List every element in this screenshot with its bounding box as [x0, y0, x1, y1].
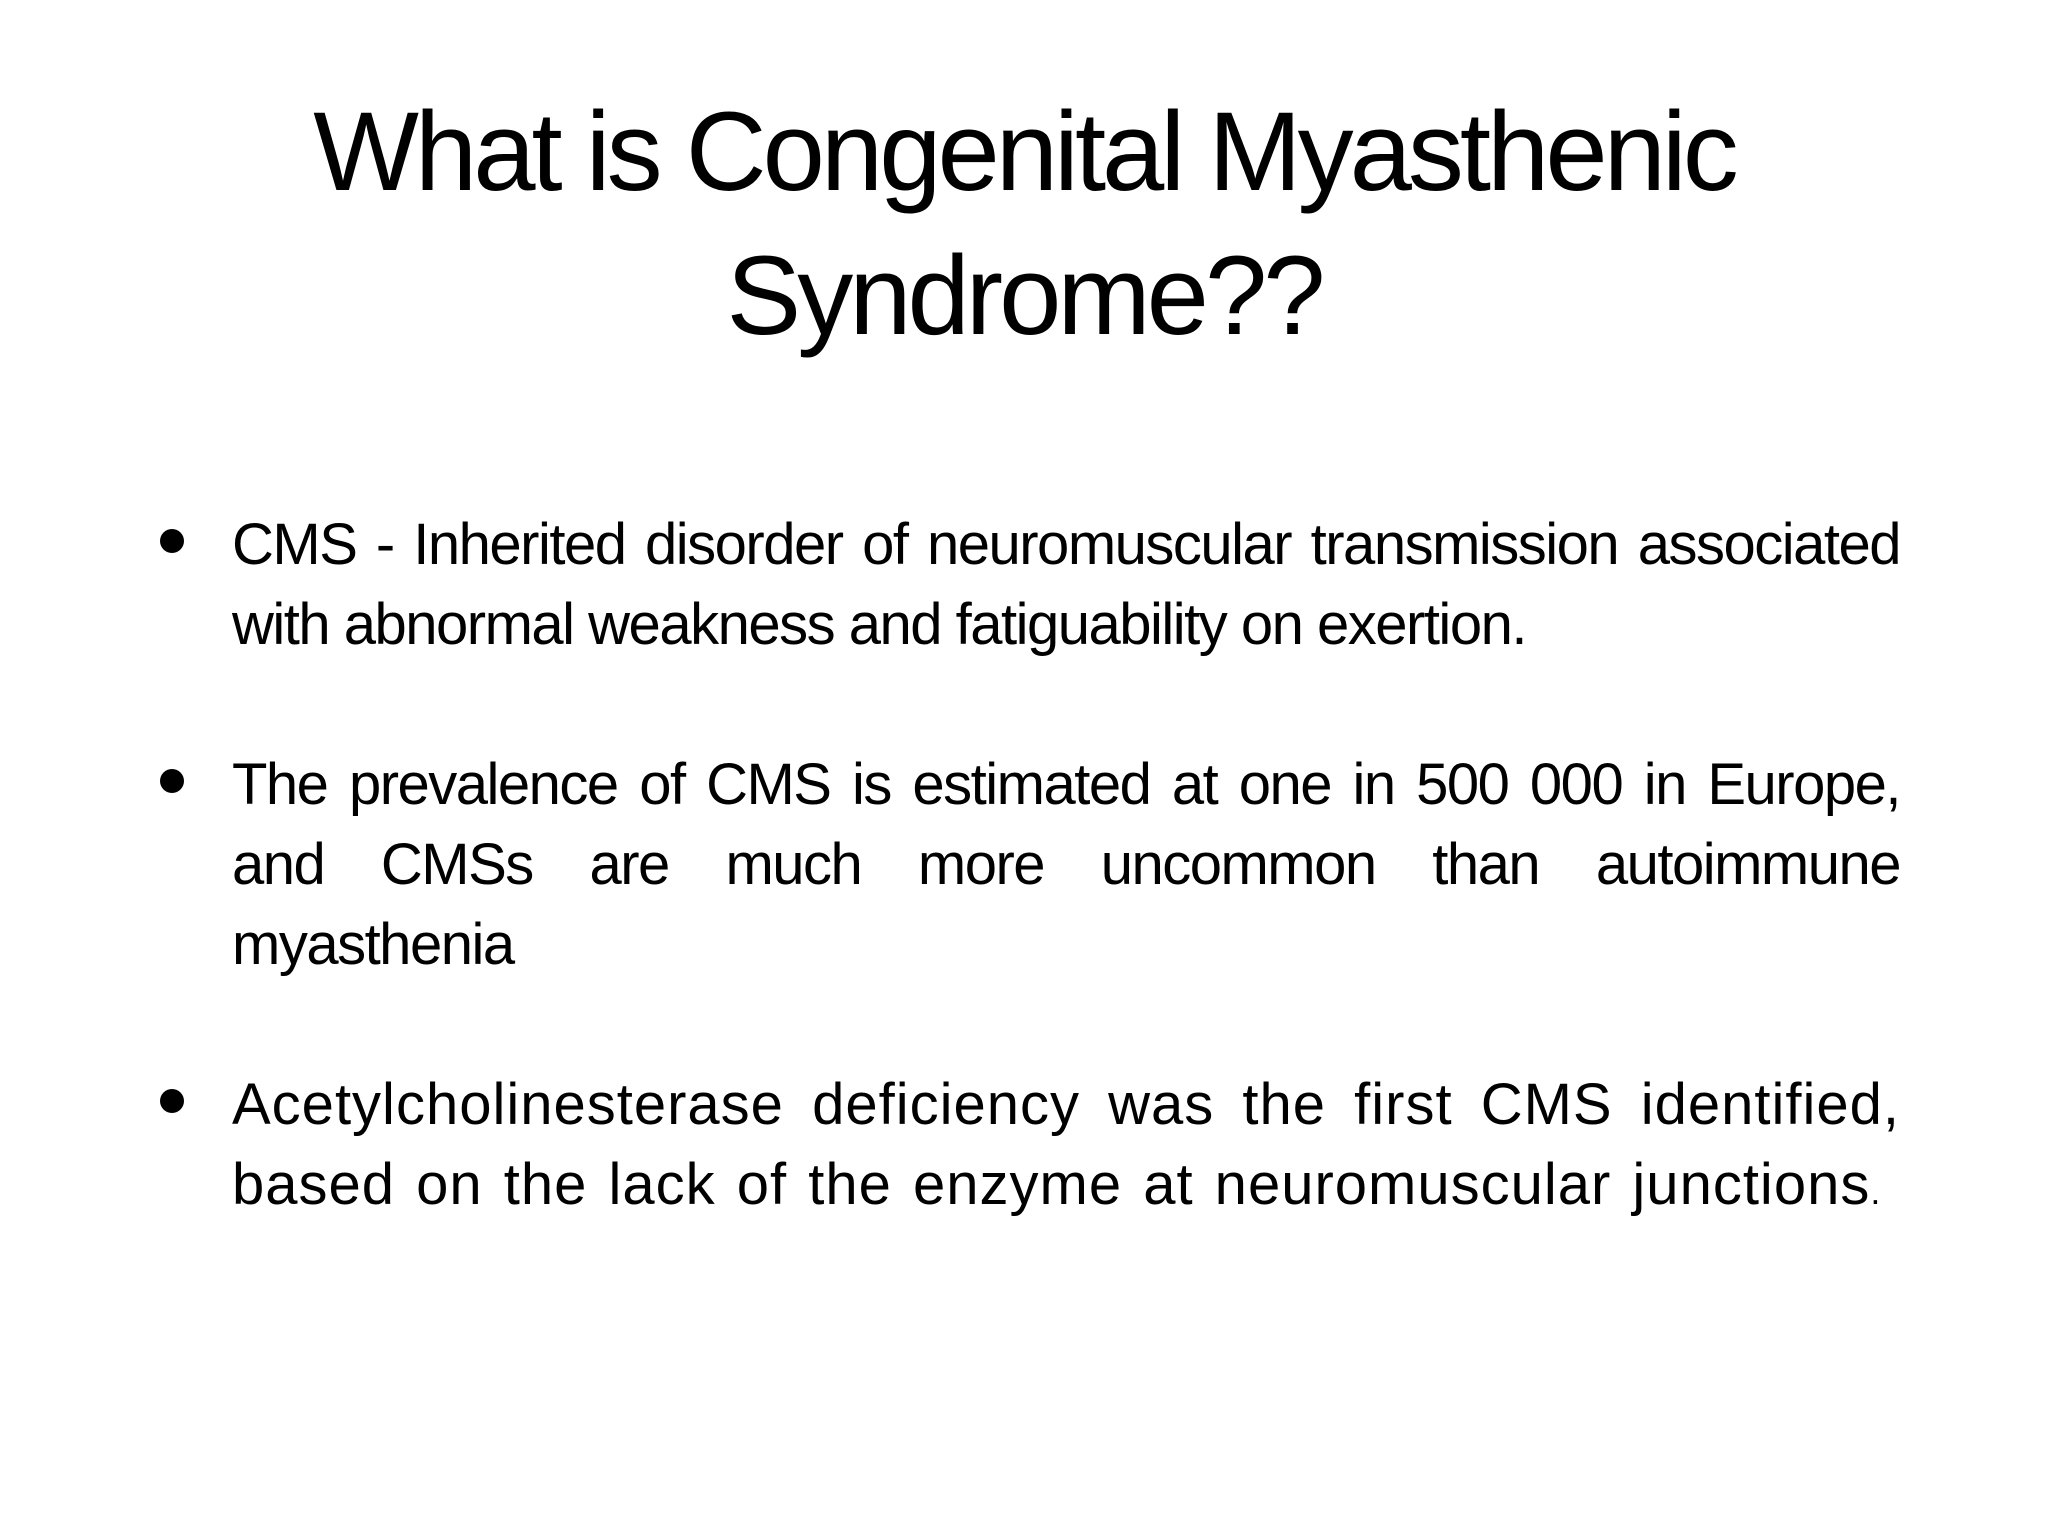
bullet-dot-icon [160, 529, 184, 553]
bullet-item [160, 505, 1900, 665]
bullet-dot-icon [160, 1089, 184, 1113]
bullet-text: CMS - Inherited disorder of neuromuscular transmission associated with abnormal weakness and fatiguability on exertion. [232, 512, 1900, 657]
bullet-text: Acetylcholinesterase deficiency was the first CMS identified, based on the lack of the enzyme at neuromuscular junctions [232, 1072, 1900, 1217]
bullet-text: The prevalence of CMS is estimated at one in 500 000 in Europe, and CMSs are much more uncommon than autoimmune myasthenia [232, 752, 1900, 977]
bullet-dot-icon [160, 769, 184, 793]
bullet-end-punctuation: . [1870, 1171, 1882, 1212]
slide-title: What is Congenital Myasthenic Syndrome?? [313, 89, 1735, 358]
bullet-list [160, 505, 1900, 1312]
bullet-item [160, 745, 1900, 985]
bullet-item [160, 1065, 1900, 1232]
